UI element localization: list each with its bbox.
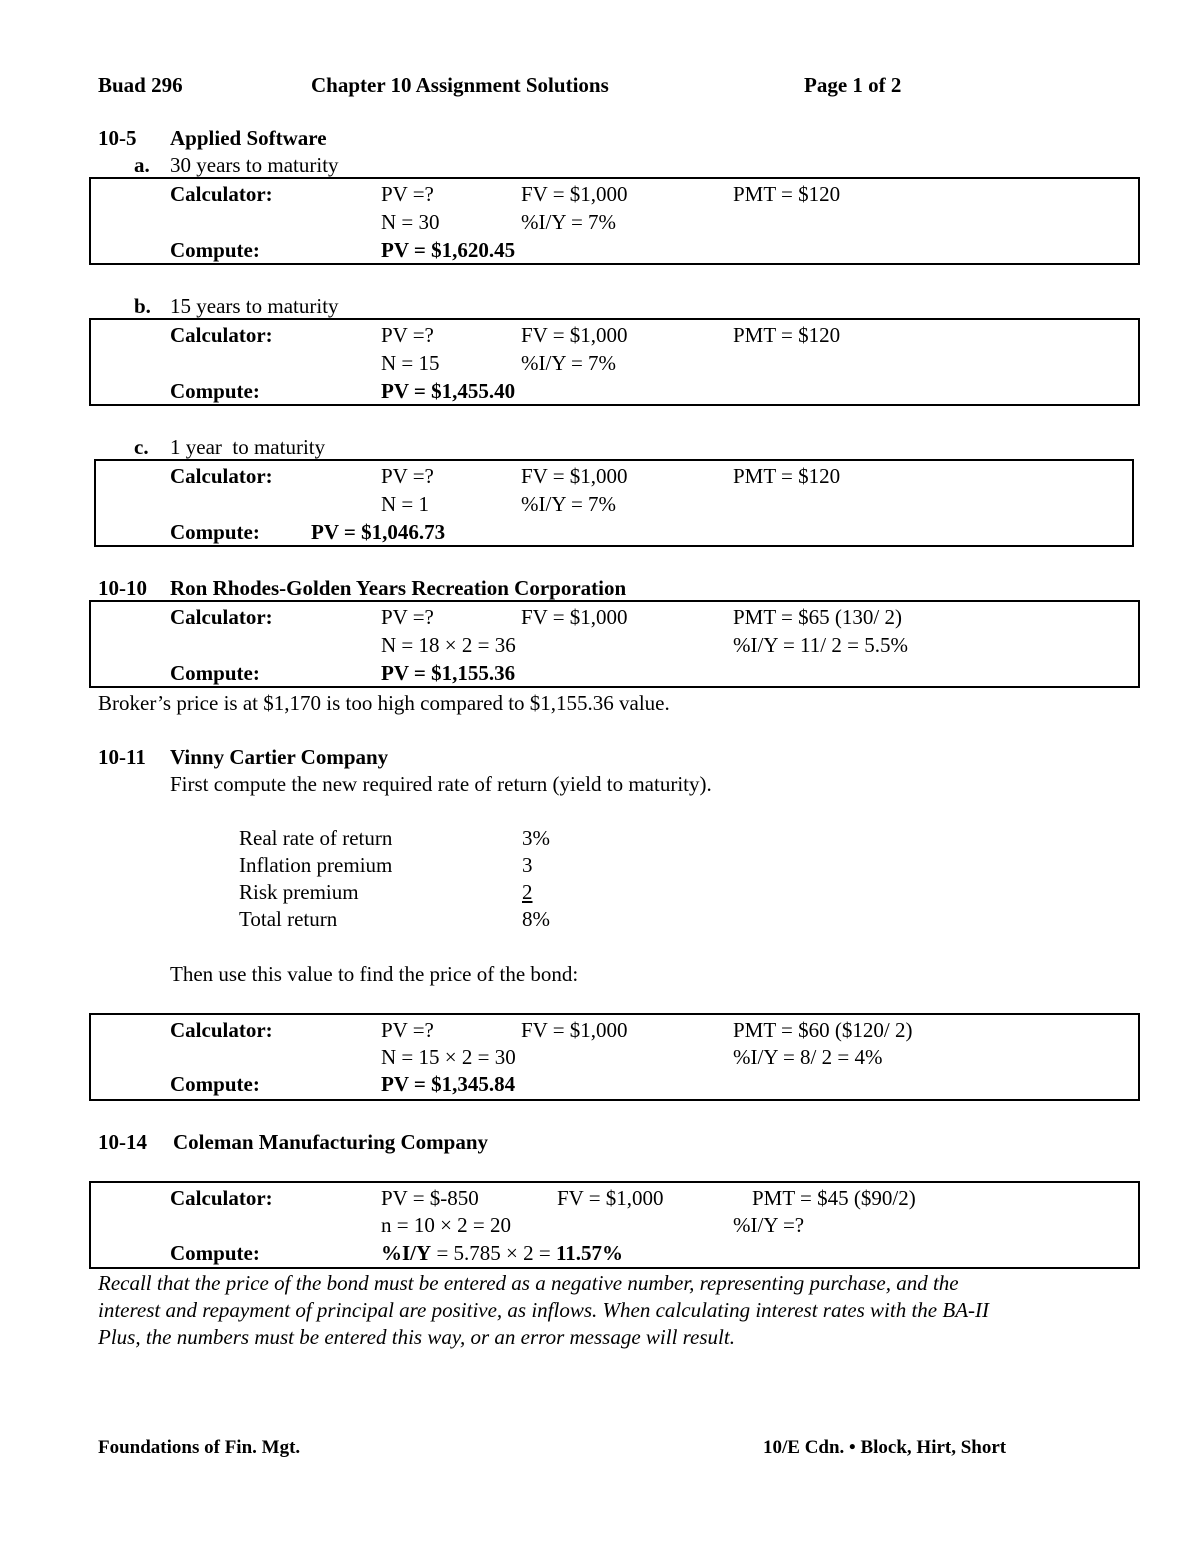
problem-10-14-iy: %I/Y =? xyxy=(733,1213,805,1237)
header-title: Chapter 10 Assignment Solutions xyxy=(311,73,609,97)
part-b-iy: %I/Y = 7% xyxy=(521,351,617,375)
problem-10-11-compute-label: Compute: xyxy=(170,1072,260,1096)
problem-10-10-calculator-label: Calculator: xyxy=(170,605,273,629)
part-c-n: N = 1 xyxy=(381,492,430,516)
rate-row-value: 2 xyxy=(522,880,533,904)
problem-10-14-number: 10-14 xyxy=(98,1130,147,1154)
part-b-n: N = 15 xyxy=(381,351,440,375)
problem-10-14-note-line-2: interest and repayment of principal are positive, as inflows. When calculating interest rates with the BA-II xyxy=(98,1298,990,1322)
problem-10-14-note-line-1: Recall that the price of the bond must be entered as a negative number, representing purchase, and the xyxy=(98,1271,959,1295)
problem-10-11-result: PV = $1,345.84 xyxy=(381,1072,516,1096)
result-iy-expression: = 5.785 × 2 = xyxy=(431,1241,556,1265)
problem-10-10-number: 10-10 xyxy=(98,576,147,600)
problem-10-11-fv: FV = $1,000 xyxy=(521,1018,628,1042)
problem-10-14-title: Coleman Manufacturing Company xyxy=(173,1130,489,1154)
problem-10-10-pv: PV =? xyxy=(381,605,434,629)
part-c-fv: FV = $1,000 xyxy=(521,464,628,488)
problem-10-11-n: N = 15 × 2 = 30 xyxy=(381,1045,516,1069)
part-a-iy: %I/Y = 7% xyxy=(521,210,617,234)
part-a-label: 30 years to maturity xyxy=(170,153,339,177)
problem-10-10-fv: FV = $1,000 xyxy=(521,605,628,629)
problem-10-14-note-line-3: Plus, the numbers must be entered this way, or an error message will result. xyxy=(98,1325,735,1349)
part-b-pmt: PMT = $120 xyxy=(733,323,841,347)
problem-10-14-result xyxy=(381,1240,623,1267)
result-iy-value: 11.57% xyxy=(555,1241,624,1265)
problem-10-10-title: Ron Rhodes-Golden Years Recreation Corporation xyxy=(170,576,627,600)
part-a-letter: a. xyxy=(134,153,150,177)
part-b-pv: PV =? xyxy=(381,323,434,347)
rate-row-label: Total return xyxy=(239,907,338,931)
part-c-calculator-label: Calculator: xyxy=(170,464,273,488)
problem-10-10-compute-label: Compute: xyxy=(170,661,260,685)
part-c-letter: c. xyxy=(134,435,149,459)
part-a-pv: PV =? xyxy=(381,182,434,206)
part-b-calculator-label: Calculator: xyxy=(170,323,273,347)
part-b-label: 15 years to maturity xyxy=(170,294,339,318)
problem-10-11-intro: First compute the new required rate of return (yield to maturity). xyxy=(170,772,712,796)
part-a-n: N = 30 xyxy=(381,210,440,234)
problem-10-11-iy: %I/Y = 8/ 2 = 4% xyxy=(733,1045,883,1069)
problem-10-5-number: 10-5 xyxy=(98,126,137,150)
part-c-pv: PV =? xyxy=(381,464,434,488)
problem-10-14-compute-label: Compute: xyxy=(170,1241,260,1265)
problem-10-11-title: Vinny Cartier Company xyxy=(170,745,389,769)
part-c-pmt: PMT = $120 xyxy=(733,464,841,488)
header-page: Page 1 of 2 xyxy=(804,73,902,97)
problem-10-10-iy: %I/Y = 11/ 2 = 5.5% xyxy=(733,633,908,657)
problem-10-5-title: Applied Software xyxy=(170,126,327,150)
problem-10-10-result: PV = $1,155.36 xyxy=(381,661,516,685)
footer-right: 10/E Cdn. • Block, Hirt, Short xyxy=(763,1437,1007,1458)
part-b-fv: FV = $1,000 xyxy=(521,323,628,347)
problem-10-11-pv: PV =? xyxy=(381,1018,434,1042)
problem-10-11-pmt: PMT = $60 ($120/ 2) xyxy=(733,1018,913,1042)
problem-10-10-note: Broker’s price is at $1,170 is too high compared to $1,155.36 value. xyxy=(98,691,670,715)
part-a-compute-label: Compute: xyxy=(170,238,260,262)
part-a-result: PV = $1,620.45 xyxy=(381,238,516,262)
result-iy-label: %I/Y xyxy=(381,1241,432,1265)
problem-10-14-calculator-label: Calculator: xyxy=(170,1186,273,1210)
problem-10-14-pv: PV = $-850 xyxy=(381,1186,479,1210)
rate-row-value: 8% xyxy=(522,907,550,931)
problem-10-14-pmt: PMT = $45 ($90/2) xyxy=(752,1186,916,1210)
problem-10-14-n: n = 10 × 2 = 20 xyxy=(381,1213,512,1237)
part-b-letter: b. xyxy=(134,294,151,318)
problem-10-14-fv: FV = $1,000 xyxy=(557,1186,664,1210)
problem-10-10-n: N = 18 × 2 = 36 xyxy=(381,633,516,657)
rate-row-label: Risk premium xyxy=(239,880,359,904)
problem-10-11-calculator-label: Calculator: xyxy=(170,1018,273,1042)
rate-row-label: Inflation premium xyxy=(239,853,393,877)
rate-row-value: 3% xyxy=(522,826,550,850)
header-course: Buad 296 xyxy=(98,73,183,97)
part-b-result: PV = $1,455.40 xyxy=(381,379,516,403)
part-c-result: PV = $1,046.73 xyxy=(311,520,446,544)
rate-row-value: 3 xyxy=(522,853,533,877)
part-b-compute-label: Compute: xyxy=(170,379,260,403)
part-a-fv: FV = $1,000 xyxy=(521,182,628,206)
problem-10-11-then: Then use this value to find the price of the bond: xyxy=(170,962,579,986)
footer-left: Foundations of Fin. Mgt. xyxy=(98,1437,301,1458)
problem-10-11-number: 10-11 xyxy=(98,745,146,769)
part-c-compute-label: Compute: xyxy=(170,520,260,544)
part-a-pmt: PMT = $120 xyxy=(733,182,841,206)
part-c-label: 1 year to maturity xyxy=(170,435,326,459)
part-a-calculator-label: Calculator: xyxy=(170,182,273,206)
part-c-iy: %I/Y = 7% xyxy=(521,492,617,516)
problem-10-10-pmt: PMT = $65 (130/ 2) xyxy=(733,605,902,629)
rate-row-label: Real rate of return xyxy=(239,826,393,850)
